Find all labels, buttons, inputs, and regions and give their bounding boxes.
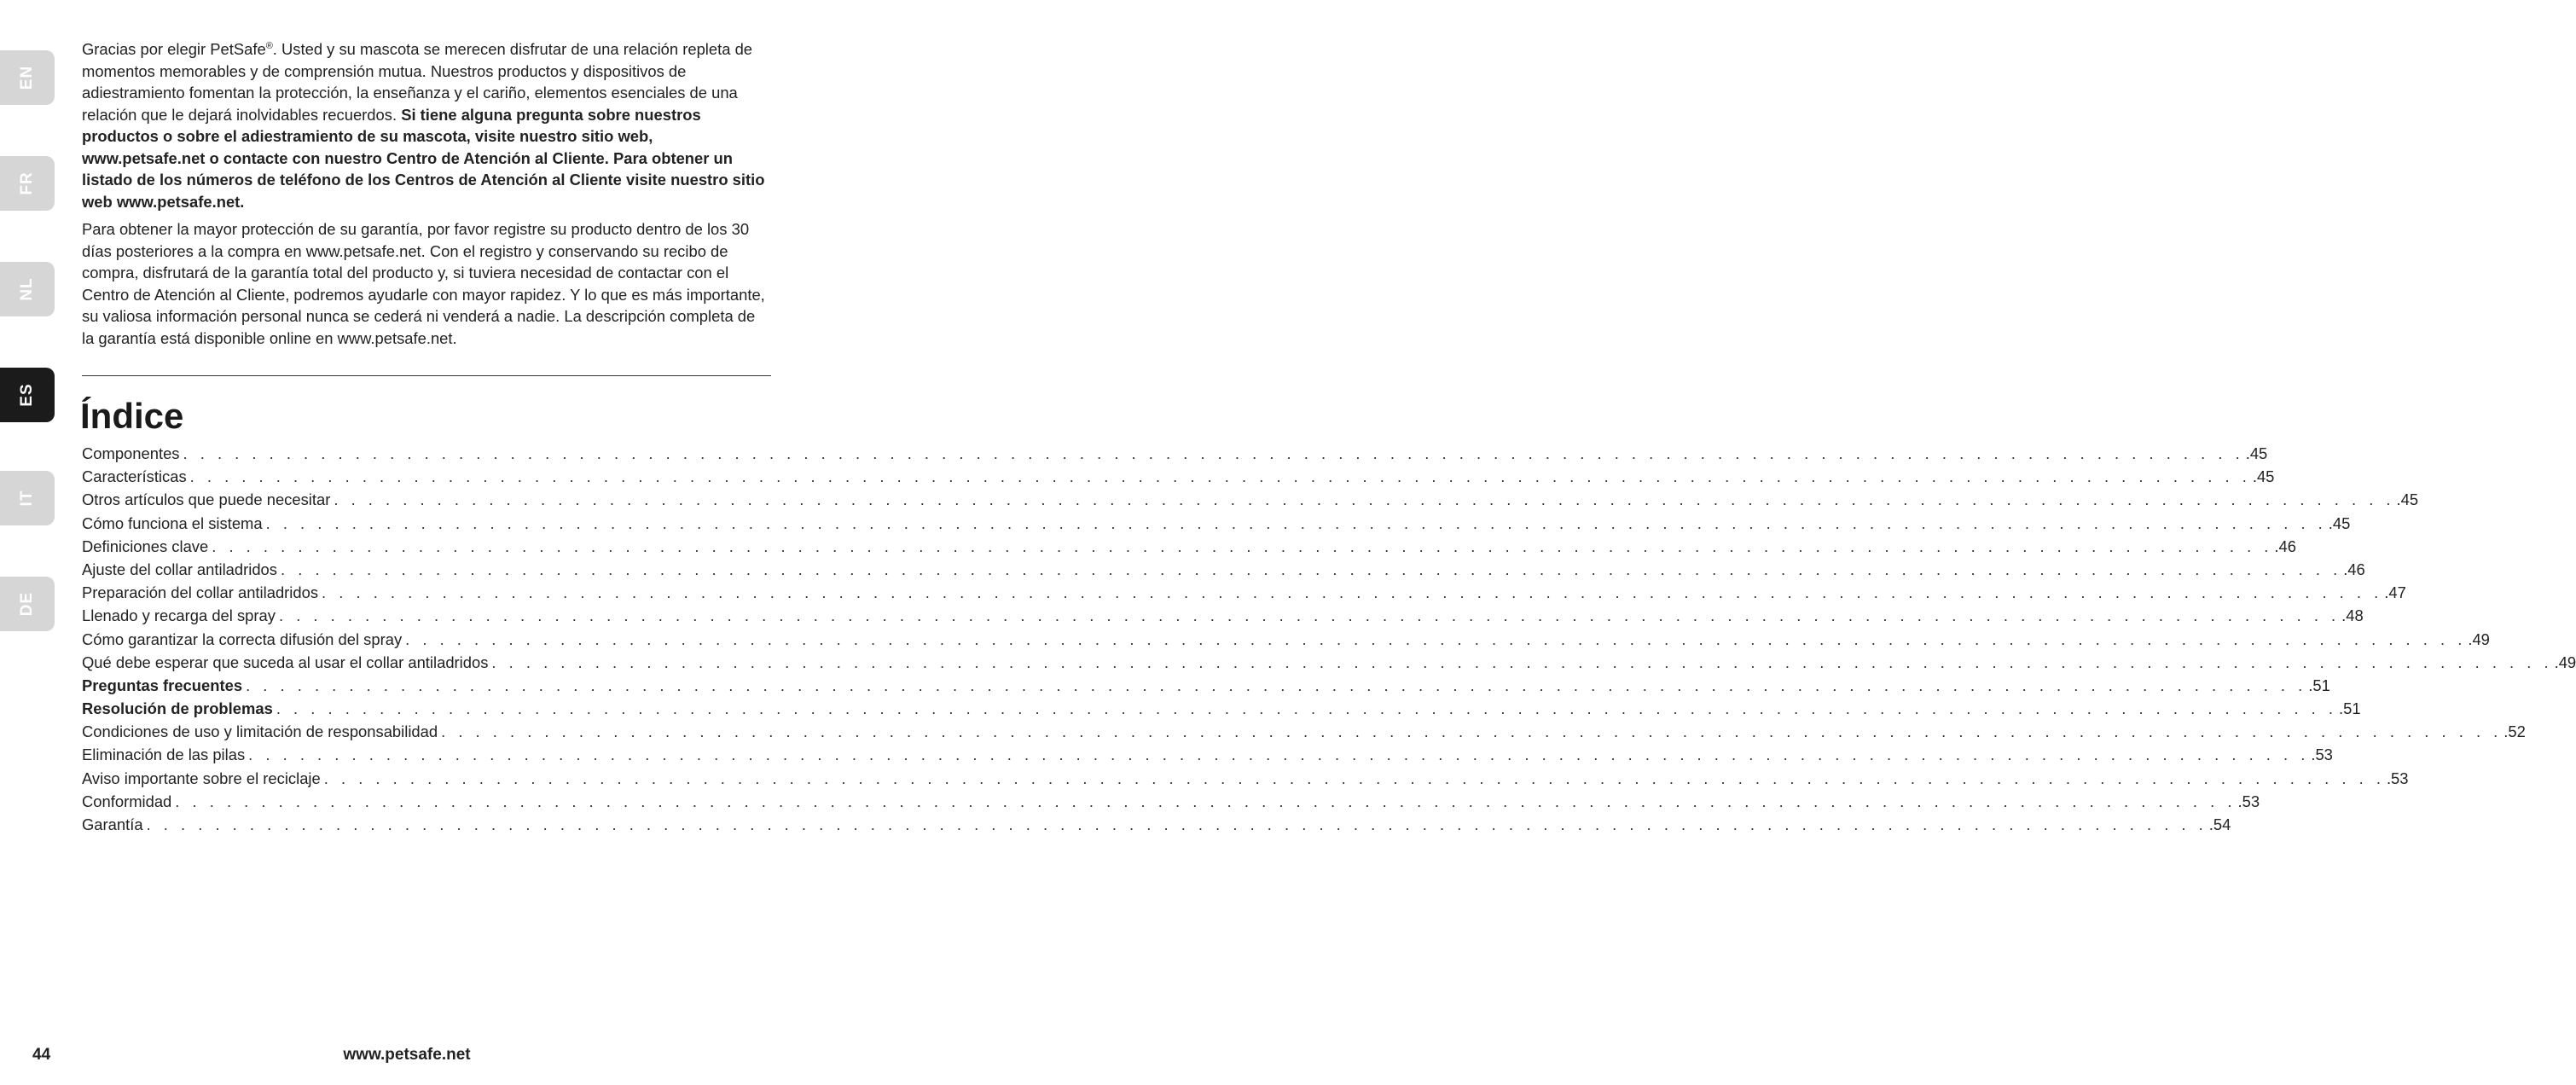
tab-label: NL (18, 277, 36, 301)
toc-entry-page: .53 (2237, 792, 2260, 810)
toc-entry-label: Cómo funciona el sistema (82, 513, 263, 532)
toc-entry-label: Llenado y recarga del spray (82, 606, 276, 625)
toc-entry[interactable] (82, 465, 2275, 488)
toc-leader-dots: . . . . . . . . . . . . . . . . . . . . . . . . . . . . . . . . . . . . . . . . . . . . . . . . . . . . . . . . . . . . . . . . . . . . . . . . . . . . . . . . . . . . . . . . . . . . . . . . . . . . . . . . . . . . . . . . . . . . . . . . (334, 490, 2395, 509)
toc-leader-dots: . . . . . . . . . . . . . . . . . . . . . . . . . . . . . . . . . . . . . . . . . . . . . . . . . . . . . . . . . . . . . . . . . . . . . . . . . . . . . . . . . . . . . . . . . . . . . . . . . . . . . . . . . . . . . . . . . . . . . . . . (322, 583, 2383, 602)
toc-entry-page: .52 (2503, 722, 2526, 741)
toc-leader-dots: . . . . . . . . . . . . . . . . . . . . . . . . . . . . . . . . . . . . . . . . . . . . . . . . . . . . . . . . . . . . . . . . . . . . . . . . . . . . . . . . . . . . . . . . . . . . . . . . . . . . . . . . . . . . . . . . . . . . . . . . (405, 630, 2467, 648)
toc-entry[interactable] (82, 628, 2490, 651)
toc-entry-label: Características (82, 467, 187, 486)
toc-entry-label: Preparación del collar antiladridos (82, 583, 319, 602)
language-tab-nl[interactable] (0, 262, 55, 316)
table-of-contents (82, 442, 2576, 836)
toc-entry[interactable] (82, 604, 2364, 627)
toc-leader-dots: . . . . . . . . . . . . . . . . . . . . . . . . . . . . . . . . . . . . . . . . . . . . . . . . . . . . . . . . . . . . . . . . . . . . . . . . . . . . . . . . . . . . . . . . . . . . . . . . . . . . . . . . . . . . . . . . . . . . . . . . (183, 444, 2244, 462)
toc-entry-label: Resolución de problemas (82, 699, 273, 718)
toc-entry-page: .51 (2308, 676, 2330, 694)
toc-entry-label: Ajuste del collar antiladridos (82, 560, 277, 578)
footer-url[interactable]: www.petsafe.net (343, 1046, 471, 1064)
intro-text: Gracias por elegir PetSafe (82, 40, 266, 59)
toc-entry-label: Conformidad (82, 792, 172, 810)
toc-entry-page: .45 (2252, 467, 2275, 486)
tab-label: FR (18, 171, 36, 195)
toc-entry-page: .53 (2311, 746, 2333, 764)
toc-leader-dots: . . . . . . . . . . . . . . . . . . . . . . . . . . . . . . . . . . . . . . . . . . . . . . . . . . . . . . . . . . . . . . . . . . . . . . . . . . . . . . . . . . . . . . . . . . . . . . . . . . . . . . . . . . . . . . . . . . . . . . . . (189, 467, 2251, 486)
language-tab-de[interactable] (0, 577, 55, 631)
toc-entry-label: Qué debe esperar que suceda al usar el collar antiladridos (82, 653, 489, 671)
toc-leader-dots: . . . . . . . . . . . . . . . . . . . . . . . . . . . . . . . . . . . . . . . . . . . . . . . . . . . . . . . . . . . . . . . . . . . . . . . . . . . . . . . . . . . . . . . . . . . . . . . . . . . . . . . . . . . . . . . . . . . . . . . . (265, 513, 2327, 532)
intro-bold-text: Si tiene alguna pregunta sobre nuestros productos o sobre el adiestramiento de su mascota, visite nuestro sitio web, www.petsafe.net o contacte con nuestro Centro de Atención al Cliente. Para obtener un listado de los números de teléfono de los Centros de Atención al Cliente visite nuestro sitio web www.petsafe.net. (82, 105, 765, 211)
language-tab-en[interactable] (0, 50, 55, 105)
toc-entry-page: .47 (2384, 583, 2406, 602)
toc-entry[interactable] (82, 442, 2268, 465)
toc-entry[interactable] (82, 767, 2409, 790)
toc-entry-label: Cómo garantizar la correcta difusión del spray (82, 630, 403, 648)
toc-leader-dots: . . . . . . . . . . . . . . . . . . . . . . . . . . . . . . . . . . . . . . . . . . . . . . . . . . . . . . . . . . . . . . . . . . . . . . . . . . . . . . . . . . . . . . . . . . . . . . . . . . . . . . . . . . . . . . . . . . . . . . . . (491, 653, 2553, 671)
page-number: 44 (32, 1046, 51, 1064)
toc-entry-page: .45 (2245, 444, 2268, 462)
tab-label: EN (18, 65, 36, 90)
toc-entry-label: Preguntas frecuentes (82, 676, 243, 694)
tab-label: DE (18, 591, 36, 617)
toc-entry-label: Condiciones de uso y limitación de responsabilidad (82, 722, 438, 741)
tab-label: IT (18, 490, 36, 507)
toc-entry[interactable] (82, 790, 2260, 813)
toc-entry[interactable] (82, 743, 2333, 766)
toc-entry[interactable] (82, 512, 2351, 535)
toc-entry-label: Aviso importante sobre el reciclaje (82, 769, 321, 787)
toc-entry[interactable] (82, 651, 2576, 674)
toc-entry[interactable] (82, 535, 2296, 558)
toc-entry-page: .46 (2343, 560, 2365, 578)
toc-title: Índice (80, 396, 184, 436)
toc-leader-dots: . . . . . . . . . . . . . . . . . . . . . . . . . . . . . . . . . . . . . . . . . . . . . . . . . . . . . . . . . . . . . . . . . . . . . . . . . . . . . . . . . . . . . . . . . . . . . . . . . . . . . . . . . . . . . . . . . . . . . . . . (248, 746, 2310, 764)
section-divider (82, 375, 771, 376)
toc-entry-label: Eliminación de las pilas (82, 746, 246, 764)
toc-entry[interactable] (82, 488, 2419, 511)
toc-entry-page: .45 (2396, 490, 2419, 509)
toc-leader-dots: . . . . . . . . . . . . . . . . . . . . . . . . . . . . . . . . . . . . . . . . . . . . . . . . . . . . . . . . . . . . . . . . . . . . . . . . . . . . . . . . . . . . . . . . . . . . . . . . . . . . . . . . . . . . . . . . . . . . . . . . (212, 537, 2273, 555)
registered-mark: ® (265, 41, 273, 51)
toc-entry-page: .51 (2339, 699, 2361, 718)
toc-leader-dots: . . . . . . . . . . . . . . . . . . . . . . . . . . . . . . . . . . . . . . . . . . . . . . . . . . . . . . . . . . . . . . . . . . . . . . . . . . . . . . . . . . . . . . . . . . . . . . . . . . . . . . . . . . . . . . . . . . . . . . . . (276, 699, 2337, 718)
tab-label: ES (18, 383, 36, 407)
toc-entry[interactable] (82, 697, 2361, 720)
intro-paragraph (82, 36, 771, 212)
toc-entry-page: .45 (2328, 513, 2351, 532)
toc-entry[interactable] (82, 720, 2526, 743)
toc-entry-page: .54 (2208, 815, 2231, 833)
toc-entry-page: .48 (2341, 606, 2364, 625)
toc-leader-dots: . . . . . . . . . . . . . . . . . . . . . . . . . . . . . . . . . . . . . . . . . . . . . . . . . . . . . . . . . . . . . . . . . . . . . . . . . . . . . . . . . . . . . . . . . . . . . . . . . . . . . . . . . . . . . . . . . . . . . . . . (281, 560, 2342, 578)
toc-entry[interactable] (82, 558, 2365, 581)
toc-entry[interactable] (82, 581, 2406, 604)
intro-text-continued: . Usted y su mascota se merecen disfrutar de una relación repleta de momentos memorables y de comprensión mutua. Nuestros productos y dispositivos de adiestramiento fomentan la protección, la enseñanza y el cariño, elementos esenciales de una relación que le dejará inolvidables recuerdos. (82, 40, 753, 124)
warranty-paragraph: Para obtener la mayor protección de su garantía, por favor registre su producto dentro de los 30 días posteriores a la compra en www.petsafe.net. Con el registro y conservando su recibo de compra, disfrutará de la garantía total del producto y, si tuviera necesidad de contactar con el Centro de Atención al Cliente, podremos ayudarle con mayor rapidez. Y lo que es más importante, su valiosa información personal nunca se cederá ni venderá a nadie. La descripción completa de la garantía está disponible online en www.petsafe.net. (82, 220, 765, 347)
toc-leader-dots: . . . . . . . . . . . . . . . . . . . . . . . . . . . . . . . . . . . . . . . . . . . . . . . . . . . . . . . . . . . . . . . . . . . . . . . . . . . . . . . . . . . . . . . . . . . . . . . . . . . . . . . . . . . . . . . . . . . . . . . . (441, 722, 2503, 741)
toc-entry-label: Componentes (82, 444, 180, 462)
toc-leader-dots: . . . . . . . . . . . . . . . . . . . . . . . . . . . . . . . . . . . . . . . . . . . . . . . . . . . . . . . . . . . . . . . . . . . . . . . . . . . . . . . . . . . . . . . . . . . . . . . . . . . . . . . . . . . . . . . . . . . . . . . . (246, 676, 2307, 694)
toc-entry-label: Otros artículos que puede necesitar (82, 490, 331, 509)
toc-entry-page: .49 (2554, 653, 2576, 671)
language-tab-es[interactable] (0, 368, 55, 422)
toc-entry-page: .53 (2386, 769, 2409, 787)
toc-leader-dots: . . . . . . . . . . . . . . . . . . . . . . . . . . . . . . . . . . . . . . . . . . . . . . . . . . . . . . . . . . . . . . . . . . . . . . . . . . . . . . . . . . . . . . . . . . . . . . . . . . . . . . . . . . . . . . . . . . . . . . . . (323, 769, 2385, 787)
language-tab-it[interactable] (0, 471, 55, 525)
toc-entry-page: .49 (2468, 630, 2490, 648)
toc-entry-label: Definiciones clave (82, 537, 209, 555)
language-tab-fr[interactable] (0, 156, 55, 211)
toc-leader-dots: . . . . . . . . . . . . . . . . . . . . . . . . . . . . . . . . . . . . . . . . . . . . . . . . . . . . . . . . . . . . . . . . . . . . . . . . . . . . . . . . . . . . . . . . . . . . . . . . . . . . . . . . . . . . . . . . . . . . . . . . (175, 792, 2237, 810)
toc-leader-dots: . . . . . . . . . . . . . . . . . . . . . . . . . . . . . . . . . . . . . . . . . . . . . . . . . . . . . . . . . . . . . . . . . . . . . . . . . . . . . . . . . . . . . . . . . . . . . . . . . . . . . . . . . . . . . . . . . . . . . . . . (146, 815, 2208, 833)
toc-leader-dots: . . . . . . . . . . . . . . . . . . . . . . . . . . . . . . . . . . . . . . . . . . . . . . . . . . . . . . . . . . . . . . . . . . . . . . . . . . . . . . . . . . . . . . . . . . . . . . . . . . . . . . . . . . . . . . . . . . . . . . . . (278, 606, 2341, 625)
toc-entry-label: Garantía (82, 815, 143, 833)
toc-entry[interactable] (82, 813, 2231, 836)
toc-entry-page: .46 (2274, 537, 2296, 555)
toc-entry[interactable] (82, 674, 2330, 697)
